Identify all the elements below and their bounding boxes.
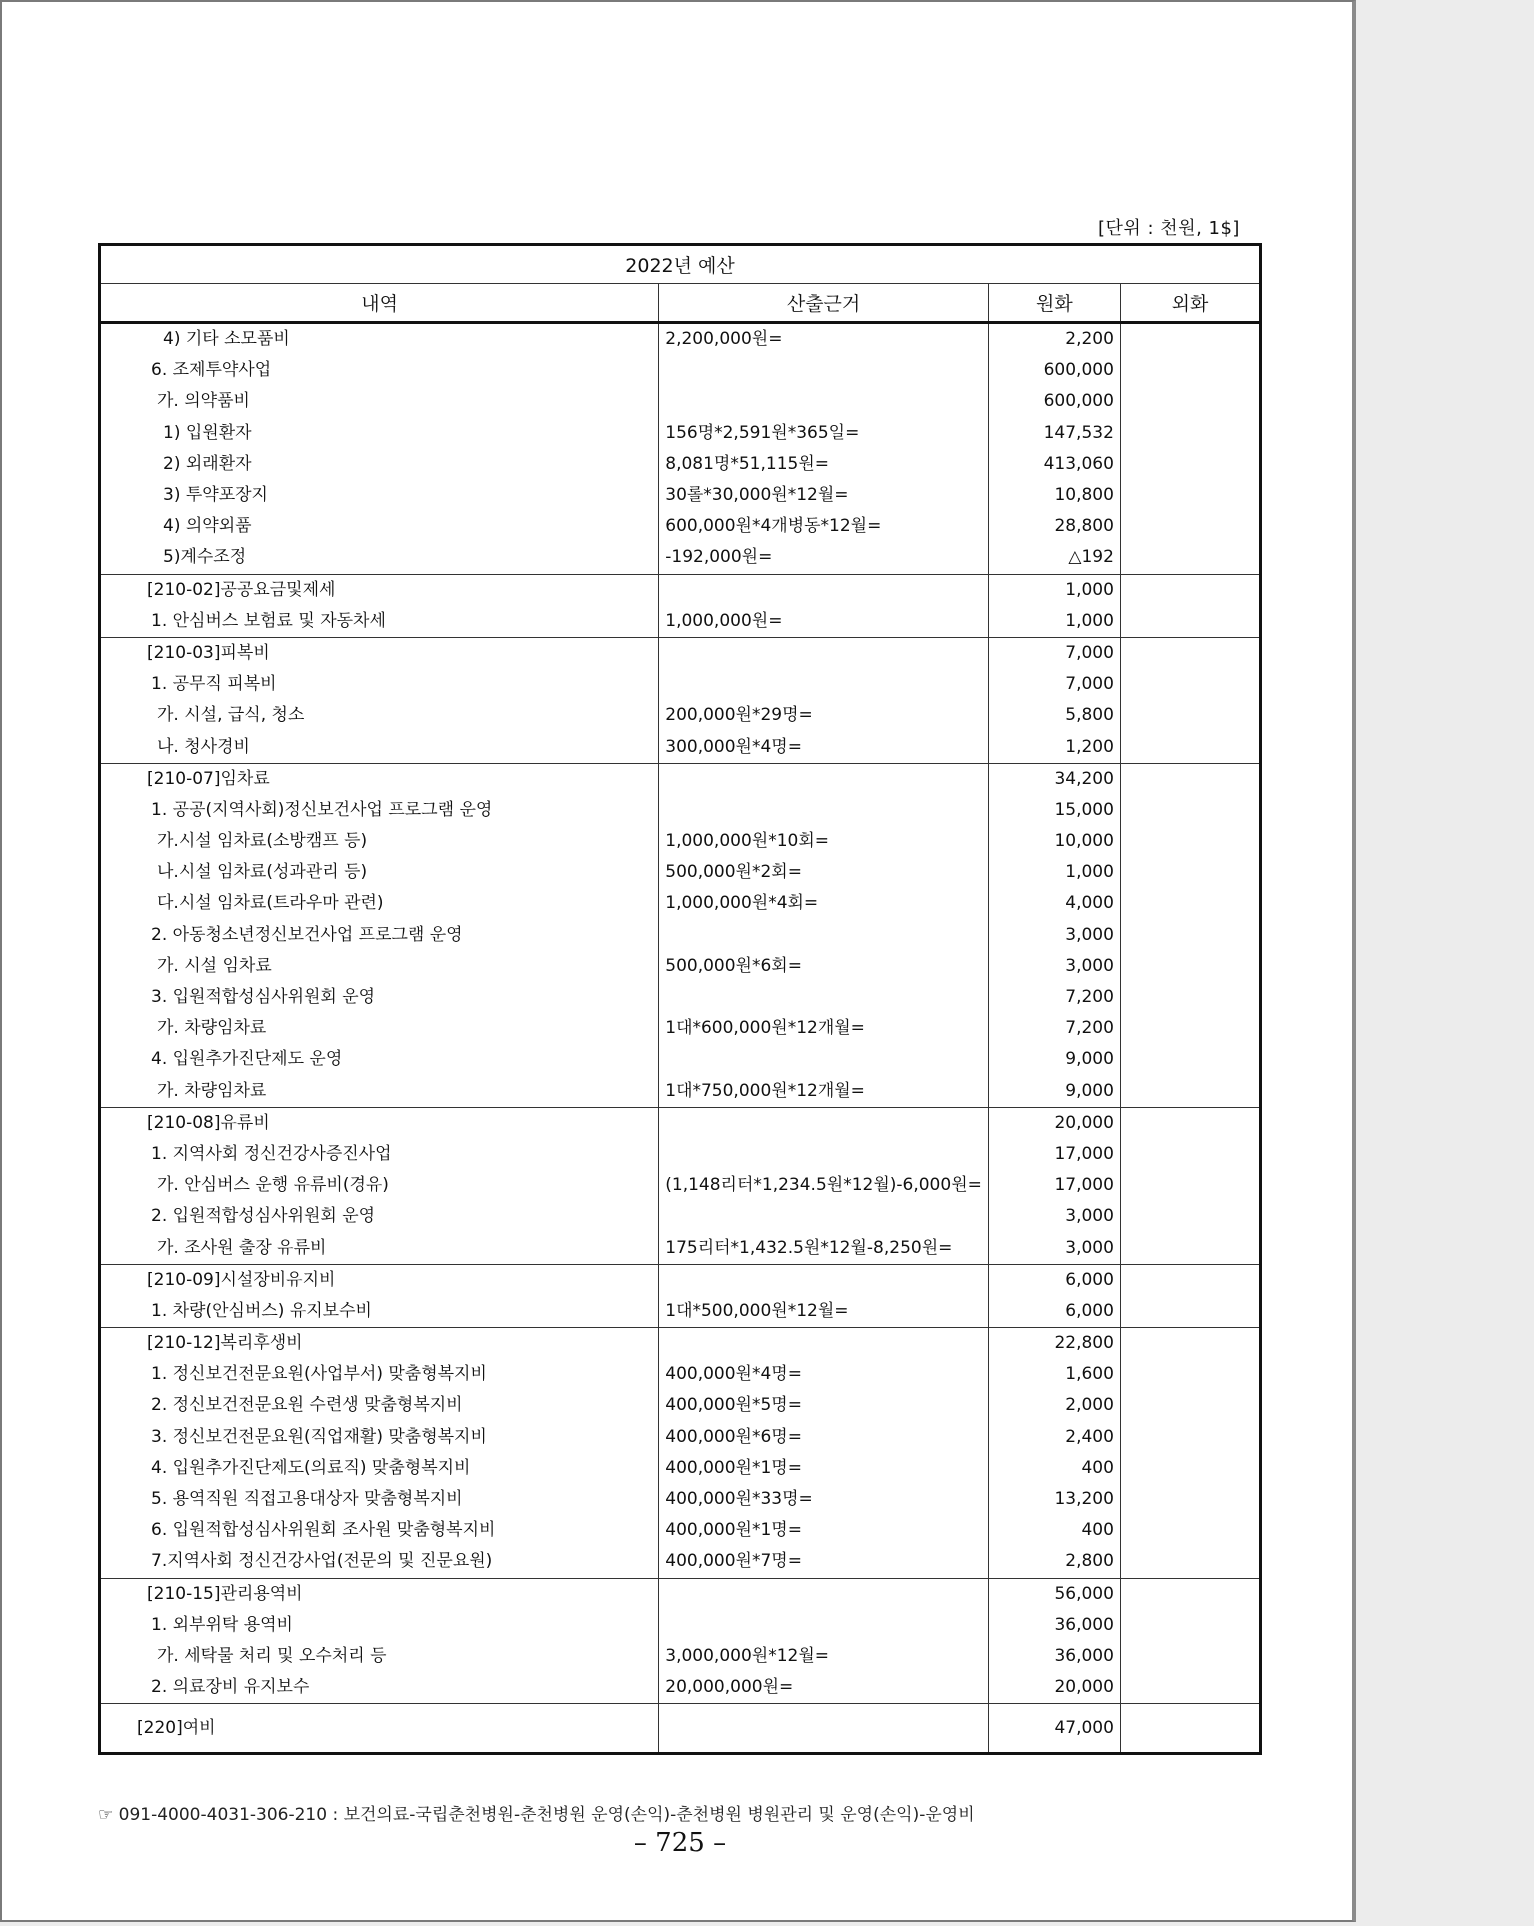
krw-cell: 13,200 bbox=[988, 1484, 1120, 1515]
krw-cell: 600,000 bbox=[988, 386, 1120, 417]
table-row bbox=[100, 1359, 1261, 1390]
krw-cell: 3,000 bbox=[988, 920, 1120, 951]
fx-cell bbox=[1120, 1076, 1260, 1108]
table-row bbox=[100, 1013, 1261, 1044]
calc-cell bbox=[659, 1610, 989, 1641]
calc-cell: 500,000원*6회= bbox=[659, 951, 989, 982]
unit-label: [단위 : 천원, 1$] bbox=[1098, 218, 1240, 239]
item-cell: 가. 시설, 급식, 청소 bbox=[100, 700, 659, 731]
calc-cell bbox=[659, 1107, 989, 1139]
calc-cell bbox=[659, 1139, 989, 1170]
fx-cell bbox=[1120, 1328, 1260, 1360]
fx-cell bbox=[1120, 1264, 1260, 1296]
item-cell: 3. 정신보건전문요원(직업재활) 맞춤형복지비 bbox=[100, 1422, 659, 1453]
calc-cell: 300,000원*4명= bbox=[659, 731, 989, 763]
fx-cell bbox=[1120, 1201, 1260, 1232]
item-cell: 나. 청사경비 bbox=[100, 731, 659, 763]
item-cell: [210-12]복리후생비 bbox=[100, 1328, 659, 1360]
item-cell: [210-08]유류비 bbox=[100, 1107, 659, 1139]
calc-cell: 156명*2,591원*365일= bbox=[659, 418, 989, 449]
fx-cell bbox=[1120, 857, 1260, 888]
fx-cell bbox=[1120, 1170, 1260, 1201]
calc-cell: (1,148리터*1,234.5원*12월)-6,000원= bbox=[659, 1170, 989, 1201]
item-cell: 7.지역사회 정신건강사업(전문의 및 진문요원) bbox=[100, 1546, 659, 1578]
krw-cell: △192 bbox=[988, 542, 1120, 574]
fx-cell bbox=[1120, 511, 1260, 542]
table-row bbox=[100, 795, 1261, 826]
fx-cell bbox=[1120, 1641, 1260, 1672]
krw-cell: 10,000 bbox=[988, 826, 1120, 857]
table-row bbox=[100, 355, 1261, 386]
fx-cell bbox=[1120, 1672, 1260, 1704]
fx-cell bbox=[1120, 1422, 1260, 1453]
calc-cell: -192,000원= bbox=[659, 542, 989, 574]
krw-cell: 2,200 bbox=[988, 323, 1120, 356]
section-row bbox=[100, 1578, 1261, 1610]
section-row bbox=[100, 763, 1261, 795]
item-cell: 2. 정신보건전문요원 수련생 맞춤형복지비 bbox=[100, 1390, 659, 1421]
table-row bbox=[100, 1672, 1261, 1704]
krw-cell: 20,000 bbox=[988, 1672, 1120, 1704]
table-row bbox=[100, 1422, 1261, 1453]
table-row bbox=[100, 951, 1261, 982]
calc-cell: 3,000,000원*12월= bbox=[659, 1641, 989, 1672]
item-cell: 1) 입원환자 bbox=[100, 418, 659, 449]
header-krw: 원화 bbox=[988, 284, 1120, 323]
fx-cell bbox=[1120, 888, 1260, 919]
fx-cell bbox=[1120, 1578, 1260, 1610]
fx-cell bbox=[1120, 418, 1260, 449]
calc-cell: 30롤*30,000원*12월= bbox=[659, 480, 989, 511]
fx-cell bbox=[1120, 826, 1260, 857]
krw-cell: 28,800 bbox=[988, 511, 1120, 542]
fx-cell bbox=[1120, 700, 1260, 731]
item-cell: 3. 입원적합성심사위원회 운영 bbox=[100, 982, 659, 1013]
item-cell: 2) 외래환자 bbox=[100, 449, 659, 480]
calc-cell: 200,000원*29명= bbox=[659, 700, 989, 731]
krw-cell: 3,000 bbox=[988, 951, 1120, 982]
krw-cell: 34,200 bbox=[988, 763, 1120, 795]
budget-table bbox=[98, 243, 1262, 1755]
calc-cell: 2,200,000원= bbox=[659, 323, 989, 356]
table-row bbox=[100, 386, 1261, 417]
calc-cell: 400,000원*6명= bbox=[659, 1422, 989, 1453]
krw-cell: 9,000 bbox=[988, 1044, 1120, 1075]
krw-cell: 6,000 bbox=[988, 1296, 1120, 1328]
krw-cell: 2,800 bbox=[988, 1546, 1120, 1578]
table-row bbox=[100, 323, 1261, 356]
header-fx: 외화 bbox=[1120, 284, 1260, 323]
krw-cell: 5,800 bbox=[988, 700, 1120, 731]
calc-cell bbox=[659, 920, 989, 951]
table-row bbox=[100, 1453, 1261, 1484]
krw-cell: 400 bbox=[988, 1453, 1120, 1484]
item-cell: 가. 의약품비 bbox=[100, 386, 659, 417]
krw-cell: 36,000 bbox=[988, 1641, 1120, 1672]
fx-cell bbox=[1120, 1296, 1260, 1328]
calc-cell: 1대*750,000원*12개월= bbox=[659, 1076, 989, 1108]
krw-cell: 3,000 bbox=[988, 1232, 1120, 1264]
table-row bbox=[100, 1139, 1261, 1170]
section-row bbox=[100, 1328, 1261, 1360]
fx-cell bbox=[1120, 449, 1260, 480]
item-cell: 다.시설 임차료(트라우마 관련) bbox=[100, 888, 659, 919]
krw-cell: 10,800 bbox=[988, 480, 1120, 511]
krw-cell: 2,400 bbox=[988, 1422, 1120, 1453]
table-row bbox=[100, 731, 1261, 763]
krw-cell: 22,800 bbox=[988, 1328, 1120, 1360]
item-cell: 4) 기타 소모품비 bbox=[100, 323, 659, 356]
item-cell: 1. 공공(지역사회)정신보건사업 프로그램 운영 bbox=[100, 795, 659, 826]
table-row bbox=[100, 1610, 1261, 1641]
calc-cell bbox=[659, 574, 989, 606]
calc-cell: 8,081명*51,115원= bbox=[659, 449, 989, 480]
calc-cell bbox=[659, 1044, 989, 1075]
item-cell: 가. 안심버스 운행 유류비(경유) bbox=[100, 1170, 659, 1201]
calc-cell bbox=[659, 386, 989, 417]
calc-cell bbox=[659, 355, 989, 386]
table-row bbox=[100, 982, 1261, 1013]
fx-cell bbox=[1120, 1704, 1260, 1754]
table-row bbox=[100, 418, 1261, 449]
table-row bbox=[100, 669, 1261, 700]
fx-cell bbox=[1120, 1453, 1260, 1484]
item-cell: 1. 차량(안심버스) 유지보수비 bbox=[100, 1296, 659, 1328]
fx-cell bbox=[1120, 323, 1260, 356]
krw-cell: 1,000 bbox=[988, 574, 1120, 606]
item-cell: 6. 입원적합성심사위원회 조사원 맞춤형복지비 bbox=[100, 1515, 659, 1546]
item-cell: 2. 의료장비 유지보수 bbox=[100, 1672, 659, 1704]
item-cell: 6. 조제투약사업 bbox=[100, 355, 659, 386]
krw-cell: 1,200 bbox=[988, 731, 1120, 763]
item-cell: 가.시설 임차료(소방캠프 등) bbox=[100, 826, 659, 857]
budget-rows bbox=[100, 323, 1261, 1754]
table-row bbox=[100, 1170, 1261, 1201]
table-row bbox=[100, 449, 1261, 480]
section-row bbox=[100, 1264, 1261, 1296]
item-cell: 2. 아동청소년정신보건사업 프로그램 운영 bbox=[100, 920, 659, 951]
krw-cell: 7,200 bbox=[988, 982, 1120, 1013]
fx-cell bbox=[1120, 1044, 1260, 1075]
item-cell: [210-15]관리용역비 bbox=[100, 1578, 659, 1610]
item-cell: [210-03]피복비 bbox=[100, 637, 659, 669]
krw-cell: 6,000 bbox=[988, 1264, 1120, 1296]
fx-cell bbox=[1120, 1484, 1260, 1515]
krw-cell: 7,000 bbox=[988, 669, 1120, 700]
krw-cell: 7,000 bbox=[988, 637, 1120, 669]
item-cell: 가. 시설 임차료 bbox=[100, 951, 659, 982]
item-cell: 1. 안심버스 보험료 및 자동차세 bbox=[100, 606, 659, 638]
calc-cell bbox=[659, 1328, 989, 1360]
krw-cell: 1,600 bbox=[988, 1359, 1120, 1390]
item-cell: 5. 용역직원 직접고용대상자 맞춤형복지비 bbox=[100, 1484, 659, 1515]
table-row bbox=[100, 1641, 1261, 1672]
item-cell: 가. 세탁물 처리 및 오수처리 등 bbox=[100, 1641, 659, 1672]
item-cell: 1. 공무직 피복비 bbox=[100, 669, 659, 700]
calc-cell bbox=[659, 795, 989, 826]
section-row bbox=[100, 574, 1261, 606]
fx-cell bbox=[1120, 731, 1260, 763]
calc-cell: 20,000,000원= bbox=[659, 1672, 989, 1704]
krw-cell: 4,000 bbox=[988, 888, 1120, 919]
fx-cell bbox=[1120, 480, 1260, 511]
table-row bbox=[100, 511, 1261, 542]
fx-cell bbox=[1120, 763, 1260, 795]
item-cell: 가. 차량임차료 bbox=[100, 1076, 659, 1108]
fx-cell bbox=[1120, 920, 1260, 951]
table-row bbox=[100, 480, 1261, 511]
krw-cell: 413,060 bbox=[988, 449, 1120, 480]
table-row bbox=[100, 1484, 1261, 1515]
calc-cell bbox=[659, 1704, 989, 1754]
calc-cell bbox=[659, 637, 989, 669]
item-cell: 4) 의약외품 bbox=[100, 511, 659, 542]
calc-cell: 400,000원*4명= bbox=[659, 1359, 989, 1390]
krw-cell: 400 bbox=[988, 1515, 1120, 1546]
header-item: 내역 bbox=[100, 284, 659, 323]
fx-cell bbox=[1120, 795, 1260, 826]
item-cell: 4. 입원추가진단제도(의료직) 맞춤형복지비 bbox=[100, 1453, 659, 1484]
table-row bbox=[100, 888, 1261, 919]
fx-cell bbox=[1120, 1390, 1260, 1421]
calc-cell: 1,000,000원*10회= bbox=[659, 826, 989, 857]
fx-cell bbox=[1120, 637, 1260, 669]
krw-cell: 7,200 bbox=[988, 1013, 1120, 1044]
table-row bbox=[100, 857, 1261, 888]
fx-cell bbox=[1120, 606, 1260, 638]
table-row bbox=[100, 1232, 1261, 1264]
item-cell: 4. 입원추가진단제도 운영 bbox=[100, 1044, 659, 1075]
table-row bbox=[100, 920, 1261, 951]
calc-cell bbox=[659, 669, 989, 700]
fx-cell bbox=[1120, 355, 1260, 386]
krw-cell: 147,532 bbox=[988, 418, 1120, 449]
item-cell: 1. 지역사회 정신건강사증진사업 bbox=[100, 1139, 659, 1170]
item-cell: 5)계수조정 bbox=[100, 542, 659, 574]
fx-cell bbox=[1120, 386, 1260, 417]
table-row bbox=[100, 1390, 1261, 1421]
item-cell: 1. 외부위탁 용역비 bbox=[100, 1610, 659, 1641]
krw-cell: 3,000 bbox=[988, 1201, 1120, 1232]
item-cell: 가. 차량임차료 bbox=[100, 1013, 659, 1044]
item-cell: 3) 투약포장지 bbox=[100, 480, 659, 511]
calc-cell bbox=[659, 982, 989, 1013]
fx-cell bbox=[1120, 1107, 1260, 1139]
table-row bbox=[100, 1704, 1261, 1754]
section-row bbox=[100, 637, 1261, 669]
table-row bbox=[100, 700, 1261, 731]
item-cell: [220]여비 bbox=[100, 1704, 659, 1754]
calc-cell bbox=[659, 1578, 989, 1610]
fx-cell bbox=[1120, 1546, 1260, 1578]
fx-cell bbox=[1120, 574, 1260, 606]
calc-cell: 400,000원*7명= bbox=[659, 1546, 989, 1578]
item-cell: 나.시설 임차료(성과관리 등) bbox=[100, 857, 659, 888]
item-cell: 2. 입원적합성심사위원회 운영 bbox=[100, 1201, 659, 1232]
calc-cell: 400,000원*1명= bbox=[659, 1453, 989, 1484]
calc-cell: 400,000원*5명= bbox=[659, 1390, 989, 1421]
krw-cell: 20,000 bbox=[988, 1107, 1120, 1139]
calc-cell bbox=[659, 1201, 989, 1232]
fx-cell bbox=[1120, 1232, 1260, 1264]
calc-cell: 1,000,000원= bbox=[659, 606, 989, 638]
calc-cell bbox=[659, 763, 989, 795]
calc-cell: 1,000,000원*4회= bbox=[659, 888, 989, 919]
fx-cell bbox=[1120, 951, 1260, 982]
table-row bbox=[100, 826, 1261, 857]
table-row bbox=[100, 1546, 1261, 1578]
table-row bbox=[100, 1201, 1261, 1232]
section-row bbox=[100, 1107, 1261, 1139]
krw-cell: 2,000 bbox=[988, 1390, 1120, 1421]
fx-cell bbox=[1120, 1359, 1260, 1390]
calc-cell: 175리터*1,432.5원*12월-8,250원= bbox=[659, 1232, 989, 1264]
table-row bbox=[100, 1044, 1261, 1075]
account-footnote: ☞ 091-4000-4031-306-210 : 보건의료-국립춘천병원-춘천병원 운영(손익)-춘천병원 병원관리 및 운영(손익)-운영비 bbox=[98, 1805, 975, 1825]
krw-cell: 9,000 bbox=[988, 1076, 1120, 1108]
table-row bbox=[100, 1515, 1261, 1546]
table-row bbox=[100, 1296, 1261, 1328]
table-row bbox=[100, 606, 1261, 638]
krw-cell: 600,000 bbox=[988, 355, 1120, 386]
calc-cell: 1대*500,000원*12월= bbox=[659, 1296, 989, 1328]
calc-cell: 500,000원*2회= bbox=[659, 857, 989, 888]
krw-cell: 47,000 bbox=[988, 1704, 1120, 1754]
item-cell: [210-02]공공요금및제세 bbox=[100, 574, 659, 606]
item-cell: [210-07]임차료 bbox=[100, 763, 659, 795]
fx-cell bbox=[1120, 542, 1260, 574]
item-cell: 가. 조사원 출장 유류비 bbox=[100, 1232, 659, 1264]
calc-cell: 400,000원*33명= bbox=[659, 1484, 989, 1515]
krw-cell: 17,000 bbox=[988, 1139, 1120, 1170]
header-calc: 산출근거 bbox=[659, 284, 989, 323]
fx-cell bbox=[1120, 1515, 1260, 1546]
calc-cell: 1대*600,000원*12개월= bbox=[659, 1013, 989, 1044]
fx-cell bbox=[1120, 1139, 1260, 1170]
calc-cell: 600,000원*4개병동*12월= bbox=[659, 511, 989, 542]
table-row bbox=[100, 542, 1261, 574]
fx-cell bbox=[1120, 1610, 1260, 1641]
krw-cell: 1,000 bbox=[988, 606, 1120, 638]
table-row bbox=[100, 1076, 1261, 1108]
item-cell: [210-09]시설장비유지비 bbox=[100, 1264, 659, 1296]
krw-cell: 1,000 bbox=[988, 857, 1120, 888]
krw-cell: 36,000 bbox=[988, 1610, 1120, 1641]
table-title: 2022년 예산 bbox=[100, 245, 1261, 284]
fx-cell bbox=[1120, 982, 1260, 1013]
fx-cell bbox=[1120, 1013, 1260, 1044]
item-cell: 1. 정신보건전문요원(사업부서) 맞춤형복지비 bbox=[100, 1359, 659, 1390]
krw-cell: 56,000 bbox=[988, 1578, 1120, 1610]
fx-cell bbox=[1120, 669, 1260, 700]
calc-cell bbox=[659, 1264, 989, 1296]
page-number: – 725 – bbox=[633, 1828, 727, 1858]
krw-cell: 15,000 bbox=[988, 795, 1120, 826]
krw-cell: 17,000 bbox=[988, 1170, 1120, 1201]
calc-cell: 400,000원*1명= bbox=[659, 1515, 989, 1546]
